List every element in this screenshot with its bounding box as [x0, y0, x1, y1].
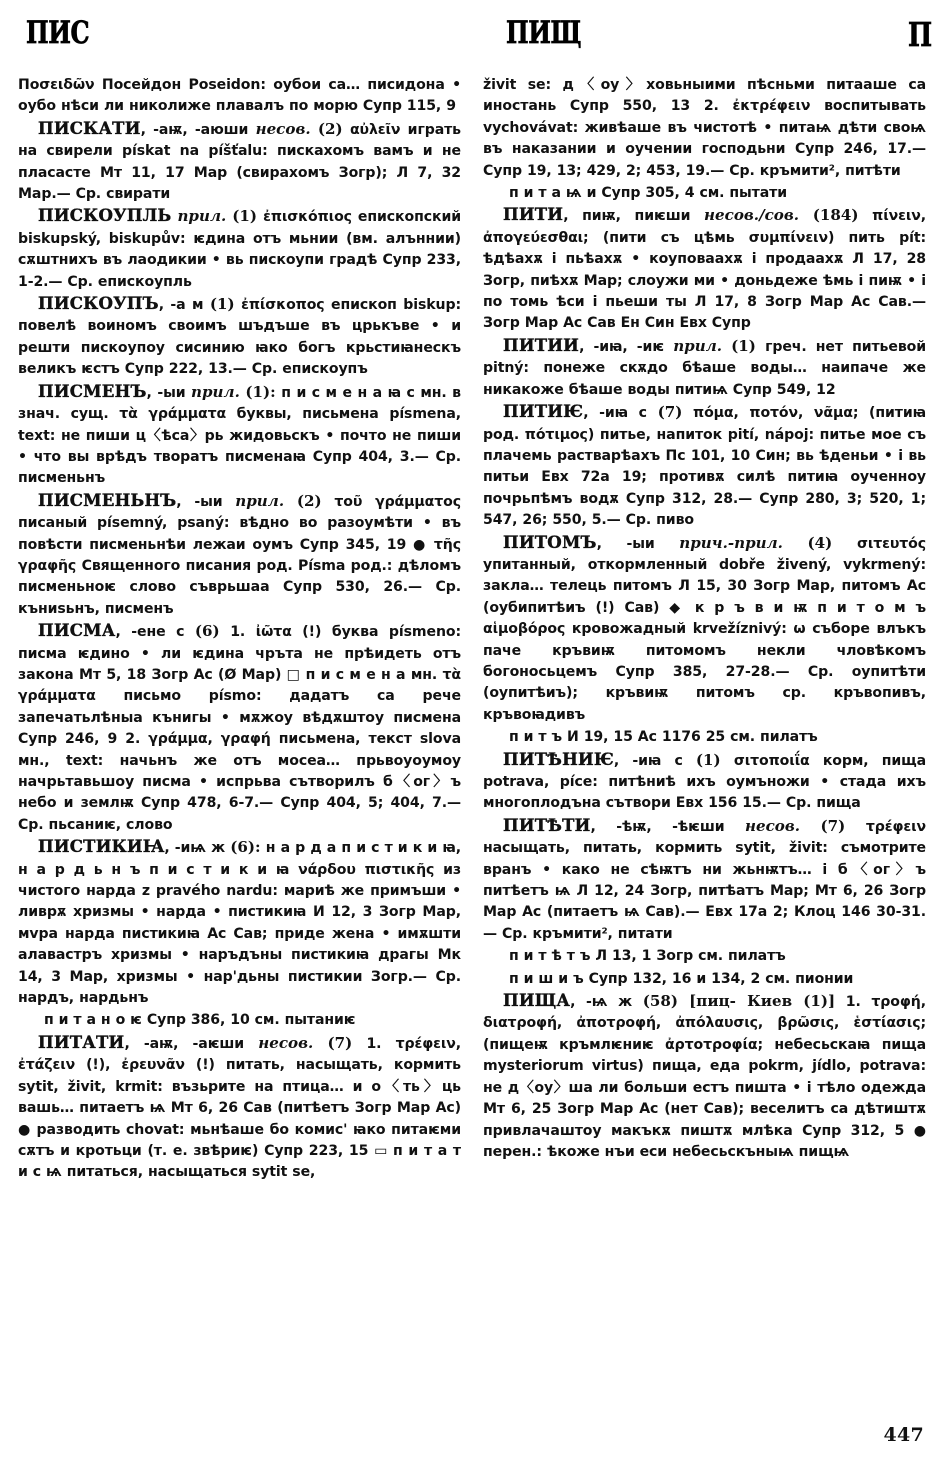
- attestation-count: (1): [695, 750, 721, 769]
- headword-forms: , -ене с: [115, 624, 185, 641]
- grammar-label: прил.: [177, 207, 227, 226]
- entry-body: ἐπίσκοπος епископ biskup: повелѣ воиномъ своимъ шъдъше въ црькъве • и решти пискоупоу сисинию ꙗко богъ крьстиꙗнескъ великъ ѥстъ Супр 222, 13.— Ср. епискоупъ: [18, 297, 461, 378]
- entry-continuation: [18, 74, 461, 117]
- running-head-left: ПИС: [26, 15, 90, 51]
- attestation-count: (7): [657, 403, 683, 422]
- attestation-count: (1): [209, 295, 235, 314]
- entry-body: αὐλεῖν играть на свирели pískat na píšťalu: пискахомъ вамъ и не пласасте Мт 11, 17 Мар (свирахомъ Зогр); Л 7, 32 Мар.— Ср. свирати: [18, 121, 461, 203]
- entry-body: ἐπισκόπιος епископский biskupský, biskupův: ѥдина отъ мьнии (вм. алъннии) сѫштнихъ въ лаодикии • вь пискоупи градѣ Супр 233, 1-2.— Ср. епискоупль: [18, 209, 462, 290]
- grammar-label: прил.: [191, 382, 240, 401]
- headword: ПИСКОУПЪ: [38, 293, 159, 314]
- headword: ПИСМЕНЬНЪ: [38, 489, 177, 510]
- entry-body: σιτοποιΐα корм, пища potrava, píce: питѣниѣ ихъ оумъножи • стада ихъ многоплодъна сътвори Евх 156 15.— Ср. пища: [483, 752, 927, 812]
- attestation-count: (2): [296, 491, 322, 510]
- cross-reference-pitanoje: [18, 1009, 461, 1030]
- headword-forms: , -ыи: [596, 535, 655, 552]
- entry-piskati: [18, 118, 461, 205]
- entry-body: 1. τροφή, διατροφή, ἀποτροφή, ἀπόλαυσις, βρῶσις, ἑστίασις; (пищеѭ кръмлѥниѥ ἀρτοτροφία; небесьскаꙗ пища mysteriorum virtus) пища, еда pokrm, jídlo, potrava: не д〈оу〉ша ли больши естъ пишта • і тѣло одежда Мт 6, 25 Зогр Мар Ас (нет Сав); веселитъ са дѣтиштѫ привлачаштоу макъкѫ пиштѫ млѣка Супр 312, 5 ● перен.: ѣкоже нъи еси небесьскъныѩ пищѩ: [483, 994, 926, 1160]
- entry-piskoupl: [18, 205, 461, 292]
- headword: ПИСТИКИꙖ: [38, 836, 165, 857]
- attestation-count: (7): [327, 1033, 353, 1052]
- entry-pishcha: [483, 990, 926, 1162]
- headword: ПИТИИ: [503, 334, 580, 355]
- running-head-letter: П: [908, 15, 932, 54]
- page-number: 447: [883, 1424, 924, 1446]
- cross-reference-pishi: [483, 968, 926, 989]
- entry-piskoup: [18, 293, 461, 380]
- entry-continuation: [483, 74, 926, 181]
- headword: ПИТАТИ: [38, 1031, 125, 1052]
- attestation-count: (4): [807, 533, 833, 552]
- headword: ПИСКОУПЛЬ: [38, 205, 172, 226]
- grammar-label: прил.: [235, 491, 285, 510]
- headword-forms: , -аѭ, -аюши: [140, 121, 249, 138]
- column-container: [18, 74, 926, 1183]
- entry-body: σιτευτός упитанный, откормленный dobře živený, vykrmený: закла… телець питомъ Л 15, 30 Зогр Мар, питомъ Ас (оубипитѣиъ (!) Сав) ◆ к р ъ в и ѭ п и т о м ъ αἱμοβόρος кровожадный krvežíznivý: ѡ съборе влъкъ паче кръвиѭ питомомъ некли чловѣкомъ богоносьцемъ Супр 385, 27-28.— Ср. оупитѣти (оупитѣиъ); кръвиѭ питомъ ср. кръвопивъ, кръвоꙗдивъ: [483, 535, 927, 723]
- headword-forms: , -ѩ ж: [570, 994, 633, 1011]
- entry-pitenije: [483, 749, 926, 814]
- entry-pisma: [18, 620, 461, 835]
- entry-body: п и ш и ъ Супр 132, 16 и 134, 2 см. пионии: [509, 970, 854, 987]
- cross-reference-pitaji: [483, 182, 926, 203]
- headword-forms: , -иꙗ с: [583, 405, 647, 422]
- running-head-middle: ПИЩ: [506, 15, 582, 51]
- headword: ПИСМЕНЪ: [38, 380, 147, 401]
- headword-forms: , -ыи: [176, 493, 223, 510]
- attestation-count: (184): [812, 206, 859, 225]
- headword: ПИСМА: [38, 620, 116, 641]
- cross-reference-pit: [483, 726, 926, 747]
- entry-pismenn: [18, 490, 461, 619]
- right-column: [483, 74, 926, 1162]
- entry-pitije: [483, 401, 926, 530]
- entry-body: п и т а н о ѥ Супр 386, 10 см. пытаниѥ: [44, 1012, 356, 1029]
- entry-body: πόμα, ποτόν, νᾶμα; (питиꙗ род. πότιμος) питье, напиток pití, nápoj: питье мое съ плачемь растварѣахъ Пс 101, 10 Син; вь ѣденьи • і вь питьи Евх 72а 19; противѫ силѣ питиꙗ оученноу почрьпѣмъ водѫ Супр 312, 28.— Супр 280, 3; 520, 1; 547, 26; 550, 5.— Ср. пиво: [483, 405, 927, 529]
- left-column: [18, 74, 461, 1183]
- attestation-count: (6): [194, 622, 220, 641]
- attestation-count: (58) [пиц- Киев (1)]: [642, 992, 836, 1011]
- entry-body: τρέφειν насыщать, питать, кормить sytit, živit: съмотрите вранъ • како не сѣѭтъ ни жьнѭтъ… і б〈ог〉ъ питѣетъ ѩ Л 12, 24 Зогр, питѣатъ Мар; Мт 6, 26 Зогр Мар Ас (питаетъ ѩ Сав).— Евх 17а 2; Клоц 146 30-31.— Ср. кръмити², питати: [483, 818, 927, 942]
- entry-pitii: [483, 335, 926, 400]
- grammar-label: несов.: [255, 119, 311, 138]
- entry-piti: [483, 204, 926, 333]
- entry-body: греч. нет питьевой pitný: понеже скѫдо бѣаше воды… наипаче же никакоже бѣаше воды питиѩ Супр 549, 12: [483, 338, 926, 398]
- grammar-label: несов./сов.: [704, 206, 800, 225]
- headword-forms: , -иꙗ с: [613, 752, 683, 769]
- headword-forms: , пиѭ, пиѥши: [563, 208, 691, 225]
- entry-body: п и т ъ И 19, 15 Ас 1176 25 см. пилатъ: [509, 729, 818, 746]
- headword: ПИЩА: [503, 990, 571, 1011]
- cross-reference-pitet: [483, 945, 926, 966]
- attestation-count: (1):: [245, 382, 276, 401]
- attestation-count: (1): [731, 336, 756, 355]
- entry-body: 1. ἰῶτα (!) буква písmeno: писма ѥдино • ли ѥдина чръта не прѣидеть отъ закона Мт 5, 18 Зогр Ас (Ø Мар) □ п и с м е н а мн. τὰ γράμματα письмо písmo: дадатъ са рече запечатьлѣныа кънигы • мѫжоу вѣдѫштоу писмена Супр 246, 9 2. γράμμα, γραφή письмена, текст slova мн., text: начьнъ же отъ мосеа… прьвоуоумоу начрьтавьшоу писма • испрьва сътворилъ б〈ог〉ъ небо и землѭ Супр 478, 6-7.— Супр 404, 5; 404, 7.— Ср. пьсаниѥ, слово: [18, 624, 461, 833]
- entry-body: τοῦ γράμματος писаный písemný, psaný: вѣдно во разоумѣти • въ повѣсти писменьнѣи лежаи оумъ Супр 345, 19 ● τῆς γραφῆς Священного писания род. Písma род.: дѣломъ писменьноѥ слово съврьшаа Супр 530, 26.— Ср. къниѕьнъ, писменъ: [18, 493, 461, 617]
- grammar-label: прич.-прил.: [679, 533, 783, 552]
- entry-body: п и т ѣ т ъ Л 13, 1 Зогр см. пилатъ: [509, 948, 786, 965]
- entry-body: п и т а ѩ и Супр 305, 4 см. пытати: [509, 185, 788, 202]
- attestation-count: (7): [820, 816, 846, 835]
- grammar-label: прил.: [673, 336, 722, 355]
- entry-pismen: [18, 381, 461, 489]
- entry-piteti: [483, 815, 926, 944]
- entry-pistikija: [18, 836, 461, 1008]
- grammar-label: несов.: [258, 1033, 314, 1052]
- entry-body: πίνειν, ἀπογεύεσθαι; (пити съ цѣмь συμπίνειν) пить pít: ѣдѣахѫ і пьѣахѫ • коуповаахѫ і продаахѫ Л 17, 28 Зогр, пиѣхѫ Мар; слоужи ми • доньдеже ѣмь і пиѭ • і по томь ѣси і пьеши ты Л 17, 8 Зогр Мар Ас Сав.— Зогр Мар Ас Сав Ен Син Евх Супр: [483, 208, 926, 332]
- grammar-label: несов.: [745, 816, 801, 835]
- entry-pitom: [483, 532, 926, 726]
- entry-body: п и с м е н а ꙗ с мн. в знач. сущ. τὰ γράμματα буквы, письмена písmena, text: не пиши ц〈ѣса〉рь жидовьскъ • почто не пиши • что вы врѣдъ творатъ писменаꙗ Супр 404, 3.— Ср. писменьнъ: [18, 384, 461, 487]
- running-head: [18, 15, 932, 62]
- headword: ПИТИ: [503, 204, 564, 225]
- attestation-count: (6):: [230, 838, 261, 857]
- attestation-count: (2): [317, 119, 343, 138]
- headword: ПИТѢТИ: [503, 814, 591, 835]
- entry-body: 1. τρέφειν, ἐτάζειν (!), ἐρευνᾶν (!) питать, насыщать, кормить sytit, živit, krmit: възьрите на птица… и о〈ть〉ць вашь… питаетъ ѩ Мт 6, 26 Сав (питѣетъ Зогр Мар Ас) ● разводить chovat: мьнѣаше бо комис' ꙗко питаѥми сѫтъ и кротьци (т. е. звѣриѥ) Супр 223, 15 ▭ п и т а т и с ѩ питаться, насыщаться sytit se,: [18, 1035, 462, 1181]
- headword-forms: , -ыи: [146, 384, 186, 401]
- entry-body: н а р д а п и с т и к и ꙗ, н а р д ь н ъ п и с т и к и ꙗ νάρδου πιστικῆς из чистого нарда z pravého nardu: мариѣ же примъши • ливрѫ хризмы • нарда • пистикиꙗ И 12, 3 Зогр Мар, мvра нарда пистикиꙗ Ас Сав; приде жена • имѫшти алавастръ хризмы • наръдъны пистикиꙗ драгы Мк 14, 3 Мар, хризмы • нар'дьны пистикии Зогр.— Ср. нардъ, нардьнъ: [18, 840, 462, 1007]
- entry-body: živit se: д〈оу〉ховьныими пѣсньми питааше са иностань Супр 550, 13 2. ἐκτρέφειν воспитывать vychovávat: живѣаше въ чистотѣ • питаѩ дѣти своѩ въ наказании и оучении господьни Супр 246, 17.— Супр 19, 13; 429, 2; 453, 19.— Ср. кръмити², питѣти: [483, 77, 926, 179]
- headword: ПИСКАТИ: [38, 117, 141, 138]
- headword: ПИТИѤ: [503, 401, 584, 422]
- headword-forms: , -ѣѭ, -ѣѥши: [590, 818, 725, 835]
- entry-pitati: [18, 1032, 461, 1183]
- headword: ПИТОМЪ: [503, 531, 597, 552]
- headword-forms: , -иꙗ, -иѥ: [579, 338, 665, 355]
- headword-forms: , -а м: [158, 297, 204, 314]
- entry-body: Ποσειδῶν Посейдон Poseidon: оубои са… писидона • оубо нѣси ли николиже плавалъ по морю Супр 115, 9: [18, 77, 461, 115]
- headword: ПИТѢНИѤ: [503, 748, 614, 769]
- headword-forms: , -иѩ ж: [164, 840, 226, 857]
- attestation-count: (1): [232, 207, 258, 226]
- headword-forms: , -аѭ, -аѥши: [124, 1035, 245, 1052]
